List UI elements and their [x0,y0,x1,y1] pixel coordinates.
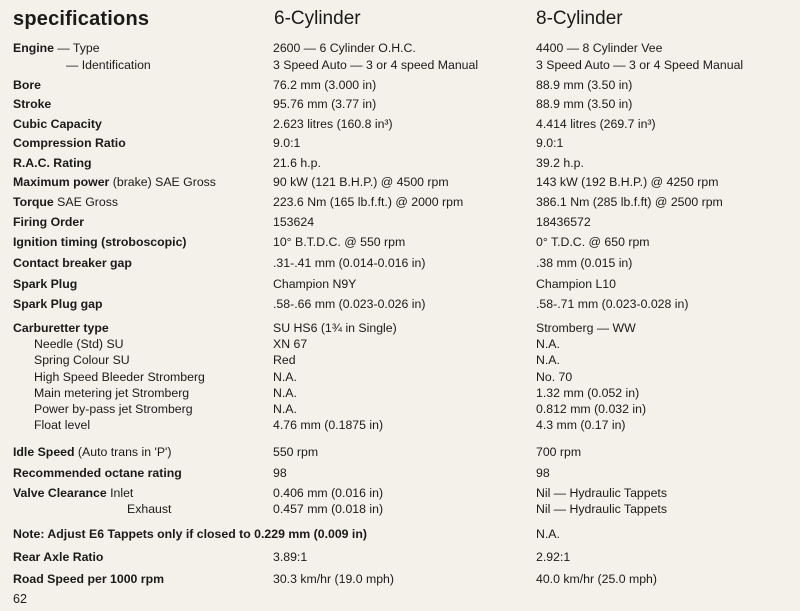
note-value-8cyl: N.A. [536,527,560,541]
spec-label [13,234,187,250]
value-6-cylinder: 4.76 mm (0.1875 in) [273,418,384,432]
value-6-cylinder: .58-.66 mm (0.023-0.026 in) [273,297,426,311]
spec-label-bold: Bore [13,78,42,92]
spec-label-bold: Maximum power [13,175,110,189]
value-8-cylinder: .58-.71 mm (0.023-0.028 in) [536,297,689,311]
value-8-cylinder: 1.32 mm (0.052 in) [536,386,640,400]
spec-label-bold: Stroke [13,97,52,111]
spec-label [13,135,126,151]
value-8-cylinder: 4.414 litres (269.7 in³) [536,117,656,131]
spec-label: High Speed Bleeder Stromberg [34,370,205,384]
column-header-8-cylinder: 8-Cylinder [536,8,623,29]
spec-label: Power by-pass jet Stromberg [34,402,193,416]
spec-label [13,320,109,336]
value-6-cylinder: 21.6 h.p. [273,156,321,170]
spec-row [0,214,800,230]
spec-row [0,417,800,433]
tappet-note: Note: Adjust E6 Tappets only if closed to 0.229 mm (0.009 in) [13,527,367,541]
spec-label-bold: Road Speed per 1000 rpm [13,572,165,586]
spec-label [13,194,118,210]
value-8-cylinder: 700 rpm [536,445,582,459]
spec-label [13,255,132,271]
spec-label [13,116,102,132]
value-6-cylinder: 9.0:1 [273,136,301,150]
value-6-cylinder: N.A. [273,386,297,400]
spec-label-bold: Spark Plug [13,277,78,291]
value-6-cylinder: 30.3 km/hr (19.0 mph) [273,572,394,586]
spec-row [0,401,800,417]
value-6-cylinder: 223.6 Nm (165 lb.f.ft.) @ 2000 rpm [273,195,464,209]
spec-label [13,296,103,312]
value-8-cylinder: 98 [536,466,550,480]
value-8-cylinder: 386.1 Nm (285 lb.f.ft) @ 2500 rpm [536,195,723,209]
value-6-cylinder: Champion N9Y [273,277,357,291]
value-8-cylinder: 4.3 mm (0.17 in) [536,418,626,432]
spec-label-normal: (brake) SAE Gross [109,175,216,189]
value-8-cylinder: 9.0:1 [536,136,564,150]
value-8-cylinder: 3 Speed Auto — 3 or 4 Speed Manual [536,58,744,72]
value-6-cylinder: 95.76 mm (3.77 in) [273,97,377,111]
value-8-cylinder: 0° T.D.C. @ 650 rpm [536,235,650,249]
value-8-cylinder: 40.0 km/hr (25.0 mph) [536,572,657,586]
value-6-cylinder: N.A. [273,370,297,384]
spec-row [0,296,800,312]
value-6-cylinder: 550 rpm [273,445,319,459]
spec-label [13,465,182,481]
spec-label: Main metering jet Stromberg [34,386,190,400]
spec-label-bold: Recommended octane rating [13,466,182,480]
value-6-cylinder: 10° B.T.D.C. @ 550 rpm [273,235,406,249]
spec-row [0,96,800,112]
spec-label-bold: Torque [13,195,54,209]
spec-label [13,444,171,460]
spec-label-normal: SAE Gross [53,195,119,209]
value-8-cylinder: N.A. [536,337,560,351]
spec-row [0,135,800,151]
spec-row [0,255,800,271]
spec-label [13,155,92,171]
value-8-cylinder: Nil — Hydraulic Tappets [536,502,667,516]
value-8-cylinder: Champion L10 [536,277,616,291]
value-8-cylinder: 4400 — 8 Cylinder Vee [536,41,663,55]
spec-label [13,77,41,93]
spec-label-bold: Compression Ratio [13,136,126,150]
value-6-cylinder: 2600 — 6 Cylinder O.H.C. [273,41,416,55]
value-8-cylinder: 0.812 mm (0.032 in) [536,402,647,416]
spec-row [0,234,800,250]
page-title: specifications [13,8,150,30]
value-8-cylinder: 18436572 [536,215,591,229]
spec-label-normal: — Type [54,41,100,55]
spec-label: Spring Colour SU [34,353,130,367]
spec-label-bold: Rear Axle Ratio [13,550,104,564]
spec-row [0,155,800,171]
spec-label [13,549,103,565]
value-6-cylinder: XN 67 [273,337,308,351]
value-8-cylinder: No. 70 [536,370,573,384]
value-8-cylinder: 2.92:1 [536,550,571,564]
value-8-cylinder: .38 mm (0.015 in) [536,256,633,270]
spec-label-bold: Cubic Capacity [13,117,102,131]
spec-row [0,385,800,401]
column-header-6-cylinder: 6-Cylinder [274,8,361,29]
spec-row [0,465,800,481]
spec-row [0,40,800,56]
spec-row [0,352,800,368]
spec-label [13,96,51,112]
spec-label [13,214,84,230]
spec-label-bold: Contact breaker gap [13,256,132,270]
note-row [0,526,800,542]
value-6-cylinder: 90 kW (121 B.H.P.) @ 4500 rpm [273,175,449,189]
spec-row [0,444,800,460]
spec-label-bold: Idle Speed [13,445,75,459]
value-6-cylinder: 98 [273,466,287,480]
spec-label [13,571,164,587]
spec-label-normal: (Auto trans in 'P') [74,445,172,459]
spec-row [0,57,800,73]
spec-label-bold: Valve Clearance [13,486,107,500]
spec-row [0,549,800,565]
value-6-cylinder: 3 Speed Auto — 3 or 4 speed Manual [273,58,479,72]
spec-row [0,571,800,587]
spec-label-bold: Firing Order [13,215,85,229]
spec-label-bold: Engine [13,41,54,55]
value-6-cylinder: Red [273,353,296,367]
value-6-cylinder: SU HS6 (1¾ in Single) [273,321,397,335]
spec-row [0,116,800,132]
spec-label-bold: R.A.C. Rating [13,156,92,170]
value-6-cylinder: 3.89:1 [273,550,308,564]
spec-row [0,336,800,352]
value-6-cylinder: 153624 [273,215,315,229]
spec-row [0,276,800,292]
spec-label-bold: Ignition timing (stroboscopic) [13,235,187,249]
spec-row [0,485,800,501]
value-6-cylinder: 76.2 mm (3.000 in) [273,78,377,92]
spec-label: Needle (Std) SU [34,337,124,351]
value-8-cylinder: Stromberg — WW [536,321,636,335]
value-6-cylinder: 0.406 mm (0.016 in) [273,486,384,500]
spec-label-normal: Inlet [106,486,134,500]
spec-row [0,369,800,385]
value-8-cylinder: 88.9 mm (3.50 in) [536,78,633,92]
spec-label-bold: Carburetter type [13,321,109,335]
value-6-cylinder: 0.457 mm (0.018 in) [273,502,384,516]
spec-row [0,501,800,517]
spec-row [0,194,800,210]
spec-label: Float level [34,418,91,432]
spec-label: Exhaust [127,502,172,516]
value-6-cylinder: 2.623 litres (160.8 in³) [273,117,393,131]
spec-label [13,485,133,501]
value-8-cylinder: 88.9 mm (3.50 in) [536,97,633,111]
spec-row [0,174,800,190]
value-6-cylinder: N.A. [273,402,297,416]
value-8-cylinder: Nil — Hydraulic Tappets [536,486,667,500]
page-number: 62 [13,592,27,606]
spec-label [13,40,100,56]
value-8-cylinder: 143 kW (192 B.H.P.) @ 4250 rpm [536,175,719,189]
value-8-cylinder: N.A. [536,353,560,367]
spec-row [0,320,800,336]
spec-label: — Identification [66,58,151,72]
spec-label [13,276,77,292]
spec-label-bold: Spark Plug gap [13,297,103,311]
value-8-cylinder: 39.2 h.p. [536,156,584,170]
spec-row [0,77,800,93]
spec-label [13,174,216,190]
value-6-cylinder: .31-.41 mm (0.014-0.016 in) [273,256,426,270]
